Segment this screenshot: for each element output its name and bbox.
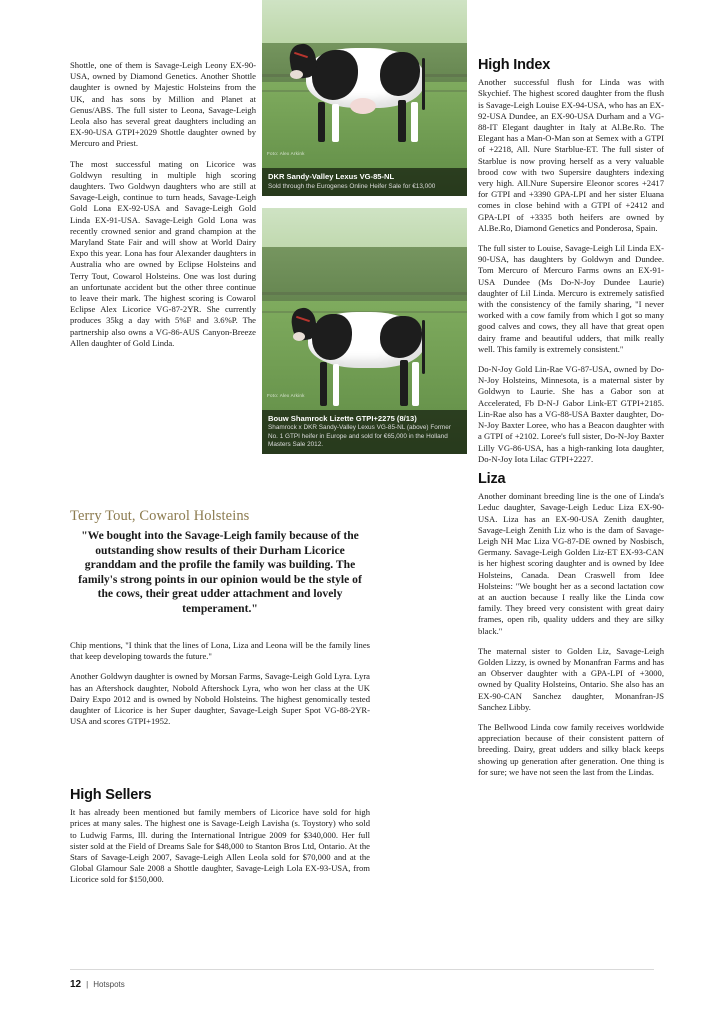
paragraph: The most successful mating on Licorice was Goldwyn resulting in multiple high scoring daughters. Two Goldwyn daughters who are still at Savage-Leigh, continue to turn heads, Savage-Leigh Gold Lona EX-92-USA and Savage-Leigh Gold Linda EX-91-USA. Savage-Leigh Gold Lona was recently crowned senior and grand champion at the Maryland State Fair and will show at World Dairy Expo this year. Lona has four Alexander daughters in Australia who are owned by Eclipse Holsteins and Terry Tout, Cowarol Holsteins. One was lost during an unfortunate accident but the other three continue to leave their mark. The highest scoring is Cowarol Eclipse Alex Licorice VG-87-2YR. She currently produces 35kg a day with 5%F and 3.6%P. The partnership also owns a VG-86-AUS Canyon-Breeze Allen daughter of Gold Linda. <box>70 158 256 348</box>
body-column-left <box>70 60 256 358</box>
heading-liza: Liza <box>478 470 506 487</box>
photo-fence-rail-2 <box>262 292 467 295</box>
photo-caption-sub-bottom: Shamrock x DKR Sandy-Valley Lexus VG-85-NL (above) Former No. 1 GTPI heifer in Europe and sold for €65,000 in the Holland Masters Sale 2012. <box>268 424 451 448</box>
page-footer <box>70 979 125 990</box>
heading-high-index: High Index <box>478 57 551 73</box>
paragraph: The full sister to Louise, Savage-Leigh Lil Linda EX-90-USA, has daughters by Goldwyn and Dundee. Tom Mercuro of Mercuro Farms owns an EX-91-USA Dundee (Ms Do-N-Joy Dundee Laurie) daughter of Lil Linda. Mercuro is extremely satisfied with the consistency of the family sharing, "I never worked with a cow family from which I got so many good calves and cows, they all have that great open dairy frame and beautiful udders, that milk really well. This family is extremely consistent." <box>478 243 664 354</box>
footer-divider <box>70 969 654 970</box>
photo-credit-bottom: Foto: Alex Arkink <box>267 393 305 398</box>
body-column-right <box>478 57 664 787</box>
paragraph: Another successful flush for Linda was with Skychief. The highest scored daughter from the flush is Savage-Leigh Louise EX-94-USA, who has an EX-92-USA Dundee, an EX-90-USA Durham and a VG-88-IT Elegant daughter in Italy at Al.Be.Ro. The Elegant has a Man-O-Man son at Semex with a GTPI of +2218, All. Nure Starblue-ET. The full sister of Starblue is now proving herself as a very valuable brood cow with two Supersire daughters indexing very high. All.Nure Supersire Eleonor scores +2417 for GTPI and +3390 GPA-LPI and her sister Eluana comes in close behind with a GTPI of +2412 and GPA-LPI of +3335 both heifers are owned by Al.Be.Ro, Diamond Genetics and Ponderosa, Spain. <box>478 77 664 233</box>
heading-high-sellers: High Sellers <box>70 787 152 803</box>
paragraph: Do-N-Joy Gold Lin-Rae VG-87-USA, owned by Do-N-Joy Holsteins, Minnesota, is a maternal sister by Goldwyn to Laurie. She has a Gabor son at Accelerated, Fb D-N-J Gabor Link-ET GTPI+2185. Lin-Rae also has a VG-88-USA Baxter daughter, Do-N-Joy Baxter Loree, who has a Beacon daughter with a GTPI of +2102. Loree's full sister, Do-N-Joy Baxter Lilly VG-86-USA, has a high-ranking Iota daughter, Do-N-Joy Iota Lilac GTPI+2227. <box>478 364 664 464</box>
photo-caption-sub-top: Sold through the Eurogenes Online Heifer Sale for €13,000 <box>268 182 436 190</box>
cow-silhouette-top <box>288 38 440 150</box>
page-number: 12 <box>70 979 82 990</box>
body-high-sellers <box>70 787 370 895</box>
cow-silhouette-bottom <box>292 304 442 416</box>
body-after-quote <box>70 640 370 736</box>
photo-caption-top <box>262 168 467 196</box>
photo-credit-top: Foto: Alex Arkink <box>267 151 305 156</box>
photo-caption-title-bottom: Bouw Shamrock Lizette GTPI+2275 (8/13) <box>268 413 417 423</box>
paragraph: The Bellwood Linda cow family receives worldwide appreciation because of their consistent pattern of breeding. Dairy, great udders and silky black keeps showing up generation after generation. One thing is for sure; we have not seen the last from the Lindas. <box>478 721 664 777</box>
paragraph: Chip mentions, "I think that the lines of Lona, Liza and Leona will be the family lines that keep developing towards the future." <box>70 640 370 662</box>
photo-caption-title-top: DKR Sandy-Valley Lexus VG-85-NL <box>268 172 395 182</box>
paragraph: Shottle, one of them is Savage-Leigh Leony EX-90-USA, owned by Diamond Genetics. Another Shottle daughter is owned by Majestic Holsteins from the UK, and has sons by Million and Planet at Genus/ABS. The full sister to Leona, Savage-Leigh Leola also has several great daughters including an EX-90-USA GTPI+2029 Shottle daughter owned by Mercuro and Priest. <box>70 60 256 149</box>
pull-quote-byline: Terry Tout, Cowarol Holsteins <box>70 508 250 524</box>
photo-bottom <box>262 208 467 454</box>
pull-quote <box>70 508 370 617</box>
footer-separator: | <box>86 980 89 989</box>
pull-quote-text: "We bought into the Savage-Leigh family because of the outstanding show results of their Durham Licorice granddam and the profile the family was building. The family's strong points in our opinion would be the style of the cows, their great udder attachment and lovely temperament." <box>78 529 362 615</box>
photo-caption-bottom <box>262 410 467 454</box>
footer-label: Hotspots <box>93 980 125 989</box>
photo-top <box>262 0 467 196</box>
paragraph: It has already been mentioned but family members of Licorice have sold for high prices at many sales. The highest one is Savage-Leigh Lavisha (s. Toystory) who sold to Ludwig Farms, Ill. during the International Intrigue 2009 for $340,000. Her full sister sold at the Field of Dreams Sale for $48,000 to Stanton Bros Ltd, Ontario. At the Stars of Savage-Leigh 2007, Savage-Leigh Allen Leola sold for $70,000 and at the Global Glamour Sale 2008 a Shottle daughter, Savage-Leigh Lola EX-93-USA, from Licorice sold for $150,000. <box>70 807 370 885</box>
paragraph: Another Goldwyn daughter is owned by Morsan Farms, Savage-Leigh Gold Lyra. Lyra has an Aftershock daughter, Nobold Aftershock Lyra, who won her class at the UK Dairy Expo 2012 and is owned by Nobold Holsteins. The highest genomically tested daughter of Licorice is her Super daughter, Savage-Leigh Super Spot VG-88-2YR-USA and scores GTPI+1952. <box>70 671 370 727</box>
paragraph: Another dominant breeding line is the one of Linda's Leduc daughter, Savage-Leigh Leduc Liza EX-90-USA. Liza has an EX-90-USA Zenith daughter, Savage-Leigh Zenith Liz who is the dam of Savage-Leigh NH Mac Liza VG-87-DE owned by Nosbisch, Germany. Savage-Leigh Golden Liz-ET EX-93-CAN is her highest scoring daughter and is owned by Idee Holsteins, Canada. Dean Craswell from Idee Holsteins: "We bought her as a second lactation cow at an auction because I really like the Linda cow family. They breed very consistent with great dairy frames, open rib, quality udders and they are silky black." <box>478 491 664 636</box>
paragraph: The maternal sister to Golden Liz, Savage-Leigh Golden Lizzy, is owned by Monanfran Farms and has an Observer daughter with a GPA-LPI of +3000, owned by Quality Holsteins, Ontario. She also has an EX-90-CAN Sanchez daughter, Monanfran-JS Sanchez Libby. <box>478 645 664 712</box>
